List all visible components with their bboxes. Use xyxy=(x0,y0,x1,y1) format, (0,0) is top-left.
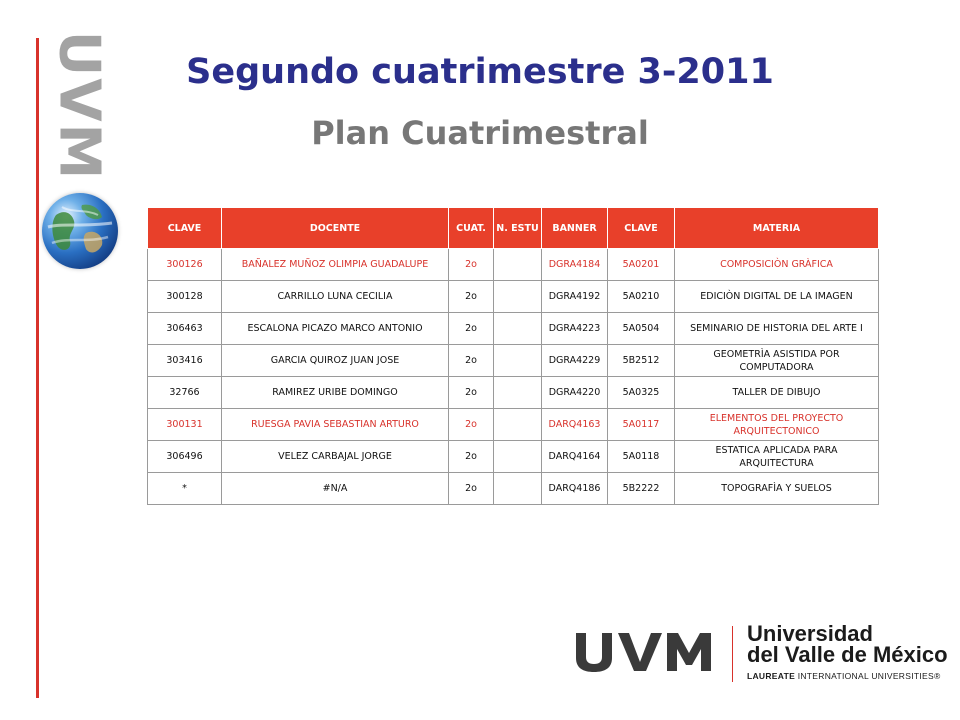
cell-materia: ESTATICA APLICADA PARA ARQUITECTURA xyxy=(675,441,879,473)
header-materia: MATERIA xyxy=(675,208,879,249)
cell-n-estu xyxy=(494,473,542,505)
cell-n-estu xyxy=(494,345,542,377)
cell-cuat: 2o xyxy=(449,409,494,441)
logo-laureate-tagline: LAUREATE INTERNATIONAL UNIVERSITIES® xyxy=(747,671,941,681)
cell-materia: ELEMENTOS DEL PROYECTO ARQUITECTONICO xyxy=(675,409,879,441)
cell-banner: DGRA4220 xyxy=(542,377,608,409)
cell-materia: TOPOGRAFÌA Y SUELOS xyxy=(675,473,879,505)
cell-clave-materia: 5A0504 xyxy=(608,313,675,345)
table-row xyxy=(148,377,879,409)
cell-docente: BAÑALEZ MUÑOZ OLIMPIA GUADALUPE xyxy=(222,249,449,281)
cell-materia: EDICIÒN DIGITAL DE LA IMAGEN xyxy=(675,281,879,313)
table-row xyxy=(148,441,879,473)
cell-clave-materia: 5A0210 xyxy=(608,281,675,313)
header-clave-materia: CLAVE xyxy=(608,208,675,249)
cell-banner: DGRA4223 xyxy=(542,313,608,345)
cell-clave-materia: 5A0118 xyxy=(608,441,675,473)
cell-banner: DARQ4163 xyxy=(542,409,608,441)
cell-clave: 306496 xyxy=(148,441,222,473)
cell-cuat: 2o xyxy=(449,473,494,505)
uvm-logo xyxy=(574,621,948,693)
cell-banner: DARQ4164 xyxy=(542,441,608,473)
cell-docente: CARRILLO LUNA CECILIA xyxy=(222,281,449,313)
globe-icon xyxy=(42,193,118,269)
cell-n-estu xyxy=(494,377,542,409)
cell-n-estu xyxy=(494,441,542,473)
header-n-estu: N. ESTU xyxy=(494,208,542,249)
side-brand-text: UVM xyxy=(46,30,112,182)
cell-cuat: 2o xyxy=(449,345,494,377)
cell-docente: GARCIA QUIROZ JUAN JOSE xyxy=(222,345,449,377)
table-header-row xyxy=(148,208,879,249)
cell-materia: SEMINARIO DE HISTORIA DEL ARTE I xyxy=(675,313,879,345)
cell-clave: 32766 xyxy=(148,377,222,409)
cell-banner: DGRA4184 xyxy=(542,249,608,281)
cell-clave: 300126 xyxy=(148,249,222,281)
cell-clave-materia: 5B2222 xyxy=(608,473,675,505)
cell-n-estu xyxy=(494,249,542,281)
uvm-logo-mark xyxy=(574,631,719,673)
logo-name-line2: del Valle de México xyxy=(747,642,948,667)
schedule-table xyxy=(147,207,879,505)
cell-n-estu xyxy=(494,281,542,313)
table-row xyxy=(148,345,879,377)
header-cuat: CUAT. xyxy=(449,208,494,249)
page-subtitle: Plan Cuatrimestral xyxy=(311,114,649,152)
page-title: Segundo cuatrimestre 3-2011 xyxy=(186,52,774,92)
cell-cuat: 2o xyxy=(449,377,494,409)
cell-clave: 303416 xyxy=(148,345,222,377)
cell-banner: DARQ4186 xyxy=(542,473,608,505)
cell-materia: COMPOSICIÒN GRÀFICA xyxy=(675,249,879,281)
cell-cuat: 2o xyxy=(449,249,494,281)
cell-docente: RUESGA PAVIA SEBASTIAN ARTURO xyxy=(222,409,449,441)
table-row xyxy=(148,249,879,281)
table-row xyxy=(148,473,879,505)
cell-clave: 300128 xyxy=(148,281,222,313)
header-banner: BANNER xyxy=(542,208,608,249)
cell-n-estu xyxy=(494,313,542,345)
cell-materia: TALLER DE DIBUJO xyxy=(675,377,879,409)
cell-clave-materia: 5A0117 xyxy=(608,409,675,441)
cell-docente: ESCALONA PICAZO MARCO ANTONIO xyxy=(222,313,449,345)
cell-clave-materia: 5B2512 xyxy=(608,345,675,377)
logo-name-line1: Universidad xyxy=(747,621,873,646)
cell-banner: DGRA4192 xyxy=(542,281,608,313)
header-docente: DOCENTE xyxy=(222,208,449,249)
cell-cuat: 2o xyxy=(449,441,494,473)
cell-cuat: 2o xyxy=(449,313,494,345)
table-row xyxy=(148,313,879,345)
cell-banner: DGRA4229 xyxy=(542,345,608,377)
cell-cuat: 2o xyxy=(449,281,494,313)
cell-clave: * xyxy=(148,473,222,505)
table-row xyxy=(148,281,879,313)
cell-n-estu xyxy=(494,409,542,441)
cell-clave: 300131 xyxy=(148,409,222,441)
table-row xyxy=(148,409,879,441)
cell-clave-materia: 5A0325 xyxy=(608,377,675,409)
header-clave: CLAVE xyxy=(148,208,222,249)
cell-docente: RAMIREZ URIBE DOMINGO xyxy=(222,377,449,409)
cell-clave-materia: 5A0201 xyxy=(608,249,675,281)
cell-materia: GEOMETRÌA ASISTIDA POR COMPUTADORA xyxy=(675,345,879,377)
cell-docente: #N/A xyxy=(222,473,449,505)
cell-docente: VELEZ CARBAJAL JORGE xyxy=(222,441,449,473)
cell-clave: 306463 xyxy=(148,313,222,345)
logo-separator xyxy=(732,626,733,682)
